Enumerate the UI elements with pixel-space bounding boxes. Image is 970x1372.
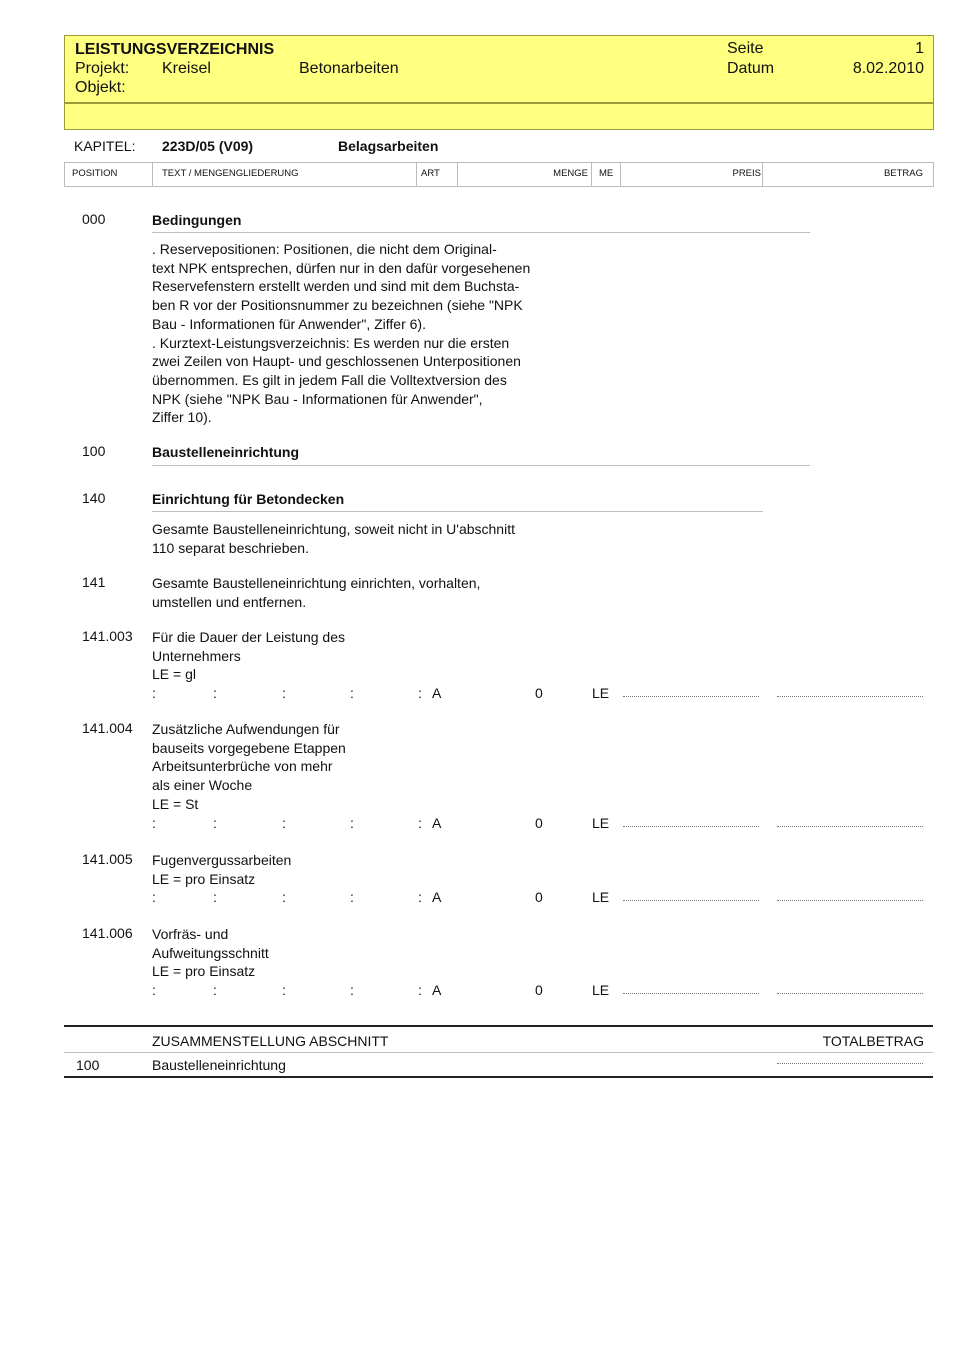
section-rule	[152, 511, 763, 512]
section-position: 140	[82, 490, 106, 506]
document-header	[64, 35, 934, 103]
header-band	[64, 103, 934, 130]
section-body	[152, 240, 530, 427]
summary-betrag-field[interactable]	[777, 1063, 923, 1064]
quantity-row	[152, 889, 932, 907]
datum-value: 8.02.2010	[852, 60, 924, 77]
section-body	[152, 574, 480, 611]
colon-separator: :	[213, 685, 217, 701]
col-text: TEXT / MENGENGLIEDERUNG	[162, 168, 299, 179]
section-title: Bedingungen	[152, 212, 242, 228]
text-line: als einer Woche	[152, 777, 253, 794]
text-line: LE = pro Einsatz	[152, 963, 256, 980]
objekt-label: Objekt:	[75, 79, 126, 96]
projekt-label: Projekt:	[75, 60, 130, 77]
section-position: 000	[82, 211, 106, 227]
item-text	[152, 720, 346, 814]
item-me: LE	[592, 889, 610, 905]
projekt-werk: Betonarbeiten	[299, 60, 399, 77]
item-me: LE	[592, 982, 610, 998]
colon-separator: :	[418, 685, 422, 701]
text-line: Reservefenstern erstellt werden und sind mit dem Buchsta-	[152, 278, 520, 295]
col-menge: MENGE	[553, 168, 588, 179]
text-line: Gesamte Baustelleneinrichtung, soweit nicht in U'abschnitt	[152, 521, 515, 537]
quantity-row	[152, 685, 932, 703]
colon-separator: :	[152, 815, 156, 831]
colon-separator: :	[282, 889, 286, 905]
quantity-row	[152, 982, 932, 1000]
colon-separator: :	[282, 685, 286, 701]
text-line: Aufweitungsschnitt	[152, 944, 269, 961]
item-text	[152, 628, 345, 684]
text-line: Vorfräs- und	[152, 926, 229, 942]
text-line: LE = pro Einsatz	[152, 870, 256, 887]
colon-separator: :	[350, 685, 354, 701]
kapitel-code: 223D/05 (V09)	[162, 138, 254, 154]
col-betrag: BETRAG	[883, 168, 923, 179]
summary-row-label: Baustelleneinrichtung	[152, 1057, 286, 1073]
colon-separator: :	[282, 982, 286, 998]
section-position: 141	[82, 574, 106, 590]
text-line: Für die Dauer der Leistung des	[152, 629, 345, 645]
kapitel-name: Belagsarbeiten	[338, 138, 439, 154]
item-text	[152, 925, 269, 981]
text-line: LE = gl	[152, 666, 196, 683]
item-position: 141.003	[82, 628, 133, 644]
summary-divider	[64, 1052, 933, 1053]
text-line: Fugenvergussarbeiten	[152, 852, 292, 868]
text-line: ben R vor der Positionsnummer zu bezeichnen (siehe "NPK	[152, 297, 523, 314]
betrag-entry-field[interactable]	[777, 900, 923, 901]
section-rule	[152, 232, 810, 233]
item-text	[152, 851, 291, 888]
text-line: bauseits vorgegebene Etappen	[152, 739, 346, 756]
preis-entry-field[interactable]	[623, 826, 759, 827]
text-line: Arbeitsunterbrüche von mehr	[152, 758, 333, 775]
seite-label: Seite	[727, 40, 764, 57]
betrag-entry-field[interactable]	[777, 696, 923, 697]
text-line: Zusätzliche Aufwendungen für	[152, 721, 340, 737]
section-position: 100	[82, 443, 106, 459]
item-art: A	[432, 685, 442, 701]
text-line: Gesamte Baustelleneinrichtung einrichten, vorhalten,	[152, 575, 481, 591]
summary-row-position: 100	[76, 1057, 100, 1073]
column-header	[64, 162, 934, 187]
datum-label: Datum	[727, 60, 775, 77]
colon-separator: :	[350, 982, 354, 998]
item-position: 141.006	[82, 925, 133, 941]
colon-separator: :	[350, 889, 354, 905]
document-title: LEISTUNGSVERZEICHNIS	[75, 41, 275, 58]
seite-value: 1	[915, 40, 924, 57]
item-position: 141.005	[82, 851, 133, 867]
colon-separator: :	[213, 815, 217, 831]
text-line: zwei Zeilen von Haupt- und geschlossenen Unterpositionen	[152, 353, 521, 370]
kapitel-label: KAPITEL:	[74, 138, 136, 154]
colon-separator: :	[152, 685, 156, 701]
item-art: A	[432, 815, 442, 831]
text-line: übernommen. Es gilt in jedem Fall die Volltextversion des	[152, 371, 507, 388]
item-menge: 0	[535, 889, 543, 905]
text-line: . Kurztext-Leistungsverzeichnis: Es werden nur die ersten	[152, 334, 510, 351]
text-line: text NPK entsprechen, dürfen nur in den dafür vorgesehenen	[152, 259, 531, 276]
text-line: LE = St	[152, 795, 199, 812]
summary-top-rule	[64, 1025, 933, 1027]
colon-separator: :	[213, 982, 217, 998]
betrag-entry-field[interactable]	[777, 993, 923, 994]
colon-separator: :	[350, 815, 354, 831]
text-line: Ziffer 10).	[152, 409, 212, 426]
projekt-name: Kreisel	[162, 60, 211, 77]
col-art: ART	[421, 168, 440, 179]
betrag-entry-field[interactable]	[777, 826, 923, 827]
text-line: 110 separat beschrieben.	[152, 539, 309, 556]
section-rule	[152, 465, 810, 466]
item-me: LE	[592, 685, 610, 701]
section-title: Einrichtung für Betondecken	[152, 491, 345, 507]
item-menge: 0	[535, 815, 543, 831]
summary-title: ZUSAMMENSTELLUNG ABSCHNITT	[152, 1033, 389, 1049]
summary-total-label: TOTALBETRAG	[822, 1033, 924, 1049]
colon-separator: :	[282, 815, 286, 831]
item-art: A	[432, 982, 442, 998]
colon-separator: :	[418, 815, 422, 831]
section-body	[152, 520, 515, 557]
item-art: A	[432, 889, 442, 905]
section-title: Baustelleneinrichtung	[152, 444, 300, 460]
colon-separator: :	[152, 889, 156, 905]
col-me: ME	[599, 168, 614, 179]
preis-entry-field[interactable]	[623, 696, 759, 697]
quantity-row	[152, 815, 932, 833]
colon-separator: :	[418, 889, 422, 905]
summary-bottom-rule	[64, 1076, 933, 1078]
text-line: umstellen und entfernen.	[152, 593, 307, 610]
text-line: NPK (siehe "NPK Bau - Informationen für Anwender",	[152, 390, 483, 407]
text-line: Bau - Informationen für Anwender", Ziffer 6).	[152, 315, 426, 332]
item-me: LE	[592, 815, 610, 831]
item-position: 141.004	[82, 720, 133, 736]
preis-entry-field[interactable]	[623, 993, 759, 994]
col-position: POSITION	[72, 168, 118, 179]
item-menge: 0	[535, 685, 543, 701]
colon-separator: :	[418, 982, 422, 998]
col-preis: PREIS	[732, 168, 761, 179]
preis-entry-field[interactable]	[623, 900, 759, 901]
colon-separator: :	[213, 889, 217, 905]
text-line: . Reservepositionen: Positionen, die nicht dem Original-	[152, 241, 497, 257]
colon-separator: :	[152, 982, 156, 998]
item-menge: 0	[535, 982, 543, 998]
text-line: Unternehmers	[152, 647, 241, 664]
